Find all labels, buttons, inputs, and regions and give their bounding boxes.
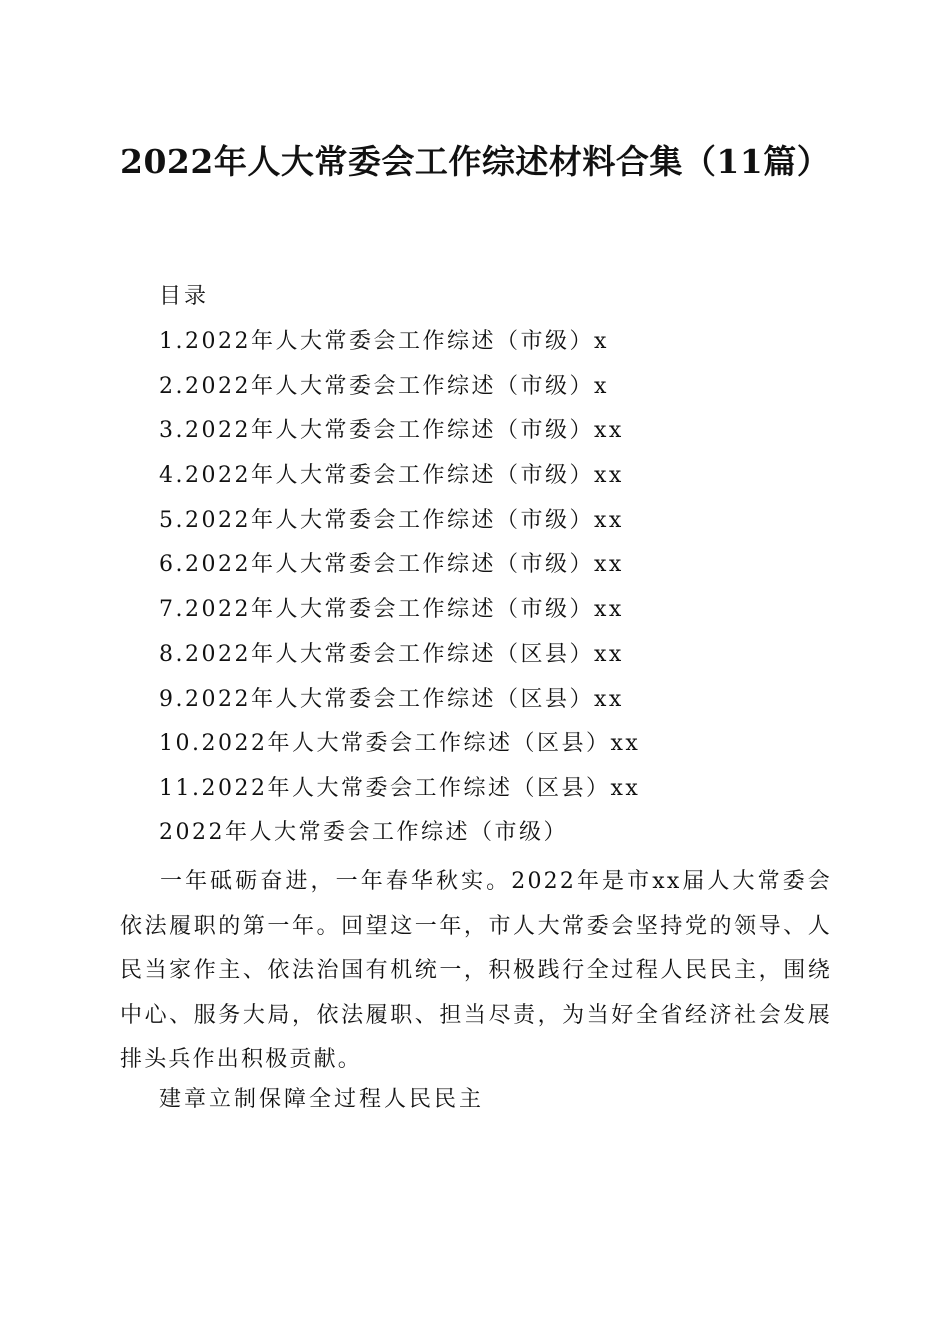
section-heading: 建章立制保障全过程人民民主 bbox=[159, 1087, 485, 1112]
toc-item: 11.2022年人大常委会工作综述（区县）xx bbox=[159, 775, 641, 801]
toc-item: 3.2022年人大常委会工作综述（市级）xx bbox=[159, 418, 624, 444]
toc-item: 5.2022年人大常委会工作综述（市级）xx bbox=[159, 507, 624, 533]
toc-item: 4.2022年人大常委会工作综述（市级）xx bbox=[159, 463, 624, 489]
toc-item: 2.2022年人大常委会工作综述（市级）x bbox=[159, 373, 609, 399]
toc-item: 7.2022年人大常委会工作综述（市级）xx bbox=[159, 597, 624, 623]
toc-heading: 目录 bbox=[159, 284, 210, 309]
toc-item: 1.2022年人大常委会工作综述（市级）x bbox=[159, 329, 609, 354]
toc-item: 6.2022年人大常委会工作综述（市级）xx bbox=[159, 552, 624, 578]
toc-item: 10.2022年人大常委会工作综述（区县）xx bbox=[159, 731, 641, 757]
toc-item: 9.2022年人大常委会工作综述（区县）xx bbox=[159, 686, 624, 712]
article-title: 2022年人大常委会工作综述（市级） bbox=[159, 820, 568, 845]
table-of-contents bbox=[159, 327, 640, 819]
document-title: 2022年人大常委会工作综述材料合集（11篇） bbox=[120, 142, 831, 181]
toc-item: 8.2022年人大常委会工作综述（区县）xx bbox=[159, 641, 624, 667]
body-paragraph: 一年砥砺奋进，一年春华秋实。2022年是市xx届人大常委会依法履职的第一年。回望这一年，市人大常委会坚持党的领导、人民当家作主、依法治国有机统一，积极践行全过程人民民主，围绕中心、服务大局，依法履职、担当尽责，为当好全省经济社会发展排头兵作出积极贡献。 bbox=[120, 869, 832, 1072]
